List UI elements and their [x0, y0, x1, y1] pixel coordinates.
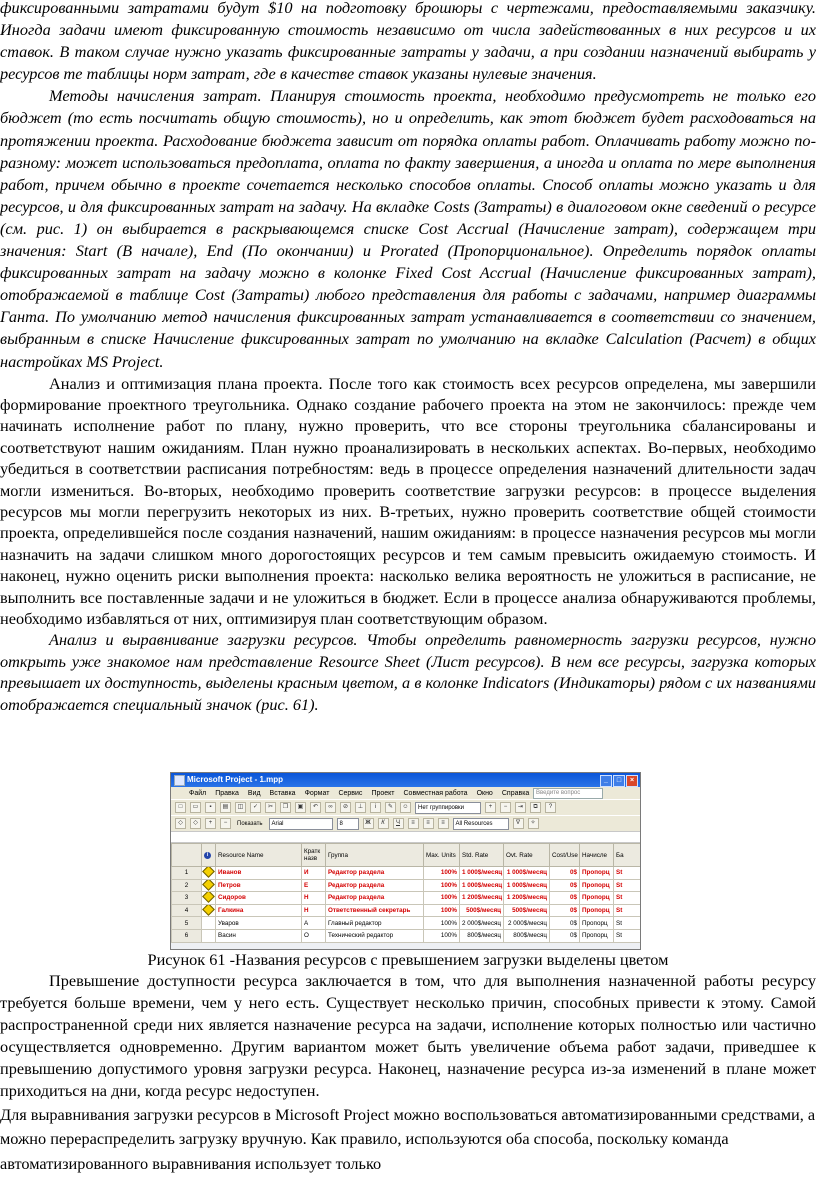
window-title: Microsoft Project - 1.mpp — [187, 775, 284, 784]
cell-max-units[interactable]: 100% — [424, 917, 460, 930]
row-number[interactable]: 2 — [172, 879, 202, 892]
column-header-rownum — [172, 844, 202, 867]
text-block-bottom — [0, 970, 816, 1176]
cell-std-rate[interactable]: 1 200$/месяц — [460, 892, 504, 905]
menu-insert[interactable]: Вставка — [269, 789, 296, 797]
column-header-base[interactable]: Ба — [614, 844, 641, 867]
info-icon[interactable]: i — [370, 802, 381, 813]
cell-base[interactable]: St — [614, 917, 641, 930]
cell-ovt-rate[interactable]: 1 000$/месяц — [504, 867, 550, 880]
cell-name[interactable]: Иванов — [216, 867, 302, 880]
cell-max-units[interactable]: 100% — [424, 879, 460, 892]
unlink-icon[interactable]: ⊘ — [340, 802, 351, 813]
preview-icon[interactable]: ◫ — [235, 802, 246, 813]
cell-max-units[interactable]: 100% — [424, 929, 460, 942]
cell-std-rate[interactable]: 2 000$/месяц — [460, 917, 504, 930]
indicator-cell[interactable] — [202, 904, 216, 917]
cell-accrue[interactable]: Пропорц — [580, 917, 614, 930]
paragraph-plan-analysis: Анализ и оптимизация плана проекта. После того как стоимость всех ресурсов определена, мы завершили формирование проектного треугольника. Однако создание рабочего проекта на этом не закончилось: прежде чем начинать исполнение работ по плану, нужно проверить, что все стороны треугольника сбалансированы и соответствуют нашим ожиданиям. План нужно проанализировать в нескольких аспектах. Во-первых, необходимо убедиться в соответствии расписания потребностям: ведь в процессе определения назначений длительности задач могли измениться. Во-вторых, необходимо проверить соответствие загрузки ресурсов: в процессе выделения ресурсов мы могли перегрузить некоторых из них. В-третьих, нужно проверить соответствие общей стоимости проекта, определившейся после создания назначений, нашим ожиданиям: в процессе назначения ресурсов мы могли назначить на задачи слишком много дорогостоящих ресурсов и тем самым превысить ожидаемую стоимость. И наконец, нужно оценить риски выполнения проекта: насколько велика вероятность не уложиться в расписание, не выполнить все поставленные задачи и не уложиться в бюджет. Если в процессе анализа обнаруживаются проблемы, необходимо избавляться от них, оптимизируя план соответствующим образом. — [0, 373, 816, 629]
column-header-ovt-rate[interactable]: Ovt. Rate — [504, 844, 550, 867]
cell-initials[interactable]: Е — [302, 879, 326, 892]
cell-base[interactable]: St — [614, 892, 641, 905]
menu-bar — [171, 787, 640, 799]
remove-icon[interactable]: − — [220, 818, 231, 829]
cell-ovt-rate[interactable]: 1 200$/месяц — [504, 892, 550, 905]
paragraph-overallocation: Превышение доступности ресурса заключается в том, что для выполнения назначенной работы ресурсу требуется больше времени, чем у него есть. Существует несколько причин, способных привести к этому. Самой распространенной среди них является назначение ресурса на задачи, исполнение которых полностью или частично осуществляется одновременно. Другим вариантом может быть увеличение объема работ задачи, приведшее к превышению допустимого уровня загрузки ресурса. Наконец, назначение ресурса из-за изменений в плане может приходиться на дни, когда ресурс недоступен. — [0, 971, 816, 1101]
menu-project[interactable]: Проект — [371, 789, 395, 797]
cell-ovt-rate[interactable]: 500$/месяц — [504, 904, 550, 917]
help-icon[interactable]: ? — [545, 802, 556, 813]
cell-initials[interactable]: Н — [302, 904, 326, 917]
cell-initials[interactable]: А — [302, 917, 326, 930]
cell-std-rate[interactable]: 1 000$/месяц — [460, 879, 504, 892]
cell-initials[interactable]: О — [302, 929, 326, 942]
menu-format[interactable]: Формат — [304, 789, 330, 797]
cell-std-rate[interactable]: 500$/месяц — [460, 904, 504, 917]
column-header-group[interactable]: Группа — [326, 844, 424, 867]
cell-group[interactable]: Ответственный секретарь — [326, 904, 424, 917]
cell-cost-use[interactable]: 0$ — [550, 917, 580, 930]
row-number[interactable]: 6 — [172, 929, 202, 942]
arrow-left-icon[interactable]: ◇ — [175, 818, 186, 829]
standard-toolbar — [171, 799, 640, 815]
table-row[interactable] — [172, 879, 641, 892]
cell-group[interactable]: Редактор раздела — [326, 892, 424, 905]
underline-icon[interactable]: Ч — [393, 818, 404, 829]
align-center-icon[interactable]: ≡ — [423, 818, 434, 829]
cell-accrue[interactable]: Пропорц — [580, 904, 614, 917]
cell-group[interactable]: Главный редактор — [326, 917, 424, 930]
column-header-max-units[interactable]: Max. Units — [424, 844, 460, 867]
cell-cost-use[interactable]: 0$ — [550, 892, 580, 905]
menu-help[interactable]: Справка — [501, 789, 530, 797]
app-icon — [174, 775, 185, 786]
cell-group[interactable]: Редактор раздела — [326, 867, 424, 880]
link-icon[interactable]: ∞ — [325, 802, 336, 813]
align-right-icon[interactable]: ≡ — [438, 818, 449, 829]
cell-cost-use[interactable]: 0$ — [550, 867, 580, 880]
menu-view[interactable]: Вид — [247, 789, 261, 797]
entry-bar[interactable] — [171, 831, 640, 843]
table-row[interactable] — [172, 892, 641, 905]
cell-name[interactable]: Галкина — [216, 904, 302, 917]
row-number[interactable]: 4 — [172, 904, 202, 917]
cell-base[interactable]: St — [614, 904, 641, 917]
notes-icon[interactable]: ✎ — [385, 802, 396, 813]
cell-max-units[interactable]: 100% — [424, 892, 460, 905]
paragraph-leveling-methods: Для выравнивания загрузки ресурсов в Microsoft Project можно воспользоваться автоматизированными средствами, а можно перераспределить загрузку вручную. Как правило, используются оба способа, поскольку команда автоматизированного выравнивания использует только — [0, 1104, 816, 1173]
column-header-initials[interactable]: Кратк назв — [302, 844, 326, 867]
bold-icon[interactable]: Ж — [363, 818, 374, 829]
new-icon[interactable]: □ — [175, 802, 186, 813]
help-search-input[interactable]: Введите вопрос — [533, 788, 603, 799]
overallocation-icon — [202, 879, 215, 891]
close-icon[interactable]: × — [626, 775, 638, 787]
table-row[interactable] — [172, 917, 641, 930]
cell-ovt-rate[interactable]: 2 000$/месяц — [504, 917, 550, 930]
column-header-cost-use[interactable]: Cost/Use — [550, 844, 580, 867]
assign-icon[interactable]: ☺ — [400, 802, 411, 813]
column-header-indicators[interactable] — [202, 844, 216, 867]
italic-icon[interactable]: К — [378, 818, 389, 829]
group-select[interactable]: Нет группировки — [415, 802, 481, 814]
maximize-icon[interactable]: □ — [613, 775, 625, 787]
overallocation-icon — [202, 904, 215, 916]
cell-group[interactable]: Редактор раздела — [326, 879, 424, 892]
spelling-icon[interactable]: ✓ — [250, 802, 261, 813]
undo-icon[interactable]: ↶ — [310, 802, 321, 813]
row-number[interactable]: 1 — [172, 867, 202, 880]
minimize-icon[interactable]: _ — [600, 775, 612, 787]
window-controls — [600, 775, 638, 787]
menu-collaborate[interactable]: Совместная работа — [403, 789, 468, 797]
table-row[interactable] — [172, 929, 641, 942]
cell-accrue[interactable]: Пропорц — [580, 867, 614, 880]
zoom-out-icon[interactable]: − — [500, 802, 511, 813]
menu-edit[interactable]: Правка — [215, 789, 239, 797]
cell-cost-use[interactable]: 0$ — [550, 879, 580, 892]
open-icon[interactable]: ▭ — [190, 802, 201, 813]
cell-accrue[interactable]: Пропорц — [580, 929, 614, 942]
table-row[interactable] — [172, 904, 641, 917]
arrow-right-icon[interactable]: ◇ — [190, 818, 201, 829]
cell-name[interactable]: Петров — [216, 879, 302, 892]
goto-icon[interactable]: ⇥ — [515, 802, 526, 813]
indicator-cell[interactable] — [202, 867, 216, 880]
formatting-toolbar — [171, 815, 640, 831]
indicator-cell[interactable] — [202, 879, 216, 892]
cell-ovt-rate[interactable]: 1 000$/месяц — [504, 879, 550, 892]
cell-max-units[interactable]: 100% — [424, 867, 460, 880]
column-header-name[interactable]: Resource Name — [216, 844, 302, 867]
resource-sheet-table — [171, 843, 641, 943]
copy-icon[interactable]: ❐ — [280, 802, 291, 813]
column-header-std-rate[interactable]: Std. Rate — [460, 844, 504, 867]
cell-name[interactable]: Васин — [216, 929, 302, 942]
cell-base[interactable]: St — [614, 879, 641, 892]
row-number[interactable]: 3 — [172, 892, 202, 905]
cell-std-rate[interactable]: 1 000$/месяц — [460, 867, 504, 880]
cell-group[interactable]: Технический редактор — [326, 929, 424, 942]
indicator-cell[interactable] — [202, 917, 216, 930]
table-header-row — [172, 844, 641, 867]
overallocation-icon — [202, 892, 215, 904]
cell-name[interactable]: Сидоров — [216, 892, 302, 905]
cell-ovt-rate[interactable]: 800$/месяц — [504, 929, 550, 942]
wizard-icon[interactable]: ✧ — [528, 818, 539, 829]
font-select[interactable]: Arial — [269, 818, 333, 830]
cell-cost-use[interactable]: 0$ — [550, 904, 580, 917]
indicator-cell[interactable] — [202, 892, 216, 905]
indicator-cell[interactable] — [202, 929, 216, 942]
row-number[interactable]: 5 — [172, 917, 202, 930]
cut-icon[interactable]: ✂ — [265, 802, 276, 813]
figure-caption: Рисунок 61 -Названия ресурсов с превышением загрузки выделены цветом — [147, 950, 669, 969]
autofilter-icon[interactable]: ∇ — [513, 818, 524, 829]
print-icon[interactable]: ▤ — [220, 802, 231, 813]
overallocation-icon — [202, 867, 215, 879]
add-icon[interactable]: + — [205, 818, 216, 829]
window-titlebar — [171, 773, 640, 787]
paragraph-resource-leveling: Анализ и выравнивание загрузки ресурсов. Чтобы определить равномерность загрузки ресурсов, нужно открыть уже знакомое нам представление Resource Sheet (Лист ресурсов). В нем все ресурсы, загрузка которых превышает их доступность, выделены красным цветом, а в колонке Indicators (Индикаторы) рядом с их названиями отображается специальный значок (рис. 61). — [0, 630, 816, 714]
cell-initials[interactable]: Н — [302, 892, 326, 905]
save-icon[interactable]: ▪ — [205, 802, 216, 813]
align-left-icon[interactable]: ≡ — [408, 818, 419, 829]
paragraph-fixed-costs: фиксированными затратами будут $10 на подготовку брошюры с чертежами, предоставляемыми заказчику. Иногда задачи имеют фиксированную стоимость независимо от числа задействованных в них ресурсов и их ставок. В таком случае нужно указать фиксированные затраты у задачи, а при создании назначений выбирать у ресурсов те таблицы норм затрат, где в качестве ставок указаны нулевые значения. — [0, 0, 816, 84]
zoom-in-icon[interactable]: + — [485, 802, 496, 813]
table-row[interactable] — [172, 867, 641, 880]
paragraph-cost-accrual: Методы начисления затрат. Планируя стоимость проекта, необходимо предусмотреть не только его бюджет (то есть посчитать общую стоимость), но и определить, как этот бюджет будет расходоваться на протяжении проекта. Расходование бюджета зависит от порядка оплаты работ. Оплачивать работу можно по-разному: может использоваться предоплата, оплата по факту завершения, а иногда и оплата по мере выполнения работ, причем обычно в проекте сочетается несколько способов оплаты. Способ оплаты можно указать и для ресурсов, и для фиксированных затрат на задачу. На вкладке Costs (Затраты) в диалоговом окне сведений о ресурсе (см. рис. 1) он выбирается в раскрывающемся списке Cost Accrual (Начисление затрат), содержащем три значения: Start (В начале), End (По окончании) и Prorated (Пропорциональное). Определить порядок оплаты фиксированных затрат на задачу можно в колонке Fixed Cost Accrual (Начисление фиксированных затрат), отображаемой в таблице Cost (Затраты) любого представления для работы с задачами, например диаграммы Ганта. По умолчанию метод начисления фиксированных затрат устанавливается в соответствии со значением, выбранным в списке Начисление фиксированных затрат по умолчанию на вкладке Calculation (Расчет) в общих настройках MS Project. — [0, 86, 816, 371]
cell-initials[interactable]: И — [302, 867, 326, 880]
show-menu[interactable]: Показать — [237, 820, 263, 827]
cell-base[interactable]: St — [614, 867, 641, 880]
copy-picture-icon[interactable]: ⧉ — [530, 802, 541, 813]
cell-accrue[interactable]: Пропорц — [580, 892, 614, 905]
menu-tools[interactable]: Сервис — [338, 789, 363, 797]
column-header-accrue[interactable]: Начисле — [580, 844, 614, 867]
menu-file[interactable]: Файл — [189, 789, 207, 797]
filter-select[interactable]: All Resources — [453, 818, 509, 830]
paste-icon[interactable]: ▣ — [295, 802, 306, 813]
cell-base[interactable]: St — [614, 929, 641, 942]
cell-std-rate[interactable]: 800$/месяц — [460, 929, 504, 942]
figure-screenshot — [170, 772, 641, 950]
cell-max-units[interactable]: 100% — [424, 904, 460, 917]
menu-window[interactable]: Окно — [476, 789, 493, 797]
cell-name[interactable]: Уваров — [216, 917, 302, 930]
split-icon[interactable]: ⊥ — [355, 802, 366, 813]
cell-cost-use[interactable]: 0$ — [550, 929, 580, 942]
font-size-select[interactable]: 8 — [337, 818, 359, 830]
cell-accrue[interactable]: Пропорц — [580, 879, 614, 892]
info-icon: i — [204, 852, 211, 859]
